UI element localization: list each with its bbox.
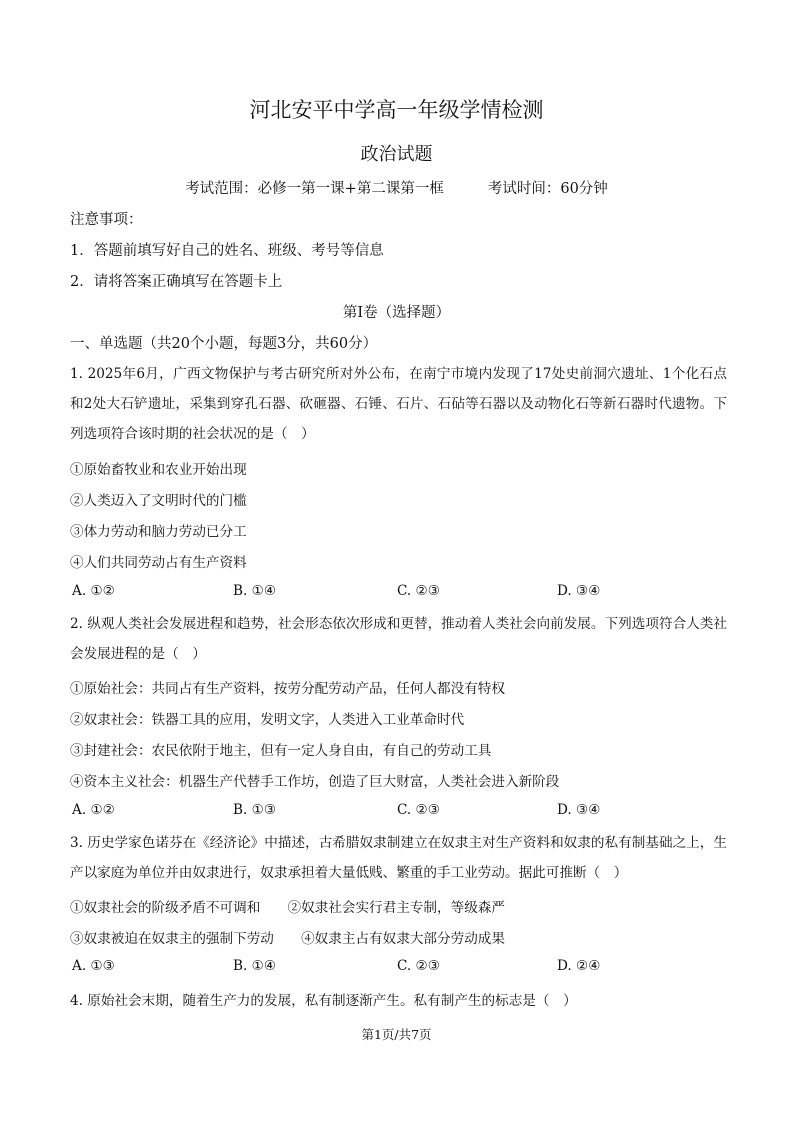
q2-option-a[interactable]: A. ①②: [72, 802, 115, 818]
exam-info: [0, 177, 793, 198]
q2-statement-3: ③封建社会：农民依附于地主，但有一定人身自由，有自己的劳动工具: [70, 743, 492, 759]
question-1-stem: 1. 2025年6月，广西文物保护与考古研究所对外公布，在南宁市境内发现了17处史前洞穴遗址、1个化石点和2处大石铲遗址，采集到穿孔石器、砍砸器、石锤、石片、石砧等石器以及动物化石等新石器时代遗物。下列选项符合该时期的社会状况的是（ ）: [70, 366, 727, 442]
q3-statement-row-2: ③奴隶被迫在奴隶主的强制下劳动 ④奴隶主占有奴隶大部分劳动成果: [70, 931, 505, 947]
notice-item-1: 1．答题前填写好自己的姓名、班级、考号等信息: [70, 243, 384, 259]
q1-statement-1: ①原始畜牧业和农业开始出现: [70, 462, 247, 478]
q1-statement-3: ③体力劳动和脑力劳动已分工: [70, 524, 247, 540]
volume-title: 第Ⅰ卷（选择题）: [342, 305, 451, 321]
part-heading: 一、单选题（共20个小题，每题3分，共60分）: [70, 336, 378, 352]
q3-statement-row-1: ①奴隶社会的阶级矛盾不可调和 ②奴隶社会实行君主专制，等级森严: [70, 900, 505, 916]
q1-option-a[interactable]: A. ①②: [72, 583, 115, 599]
school-title: 河北安平中学高一年级学情检测: [249, 98, 544, 122]
q1-statement-2: ②人类迈入了文明时代的门槛: [70, 493, 247, 509]
q2-statement-4: ④资本主义社会：机器生产代替手工作坊，创造了巨大财富，人类社会进入新阶段: [70, 774, 560, 790]
question-3-stem: 3. 历史学家色诺芬在《经济论》中描述，古希腊奴隶制建立在奴隶主对生产资料和奴隶的私有制基础之上，生产以家庭为单位并由奴隶进行，奴隶承担着大量低贱、繁重的手工业劳动。据此可推断（ ）: [70, 835, 727, 881]
q2-statement-1: ①原始社会：共同占有生产资料，按劳分配劳动产品，任何人都没有特权: [70, 681, 505, 697]
question-4-stem: 4. 原始社会末期，随着生产力的发展，私有制逐渐产生。私有制产生的标志是（ ）: [70, 993, 577, 1009]
question-2-stem: 2. 纵观人类社会发展进程和趋势，社会形态依次形成和更替，推动着人类社会向前发展。下列选项符合人类社会发展进程的是（ ）: [70, 616, 727, 662]
q2-option-d[interactable]: D. ③④: [557, 802, 601, 818]
q3-option-a[interactable]: A. ①③: [72, 958, 115, 974]
page-footer: 第1页/共7页: [361, 1027, 432, 1042]
notice-heading: 注意事项：: [70, 212, 143, 228]
q1-option-b[interactable]: B. ①④: [233, 583, 277, 599]
q1-option-d[interactable]: D. ③④: [557, 583, 601, 599]
q1-option-c[interactable]: C. ②③: [397, 583, 440, 599]
q1-statement-4: ④人们共同劳动占有生产资料: [70, 555, 247, 571]
q2-option-c[interactable]: C. ②③: [397, 802, 440, 818]
exam-scope: 考试范围：必修一第一课+第二课第一框: [185, 181, 444, 197]
q3-option-c[interactable]: C. ②③: [397, 958, 440, 974]
q3-option-b[interactable]: B. ①④: [233, 958, 277, 974]
q2-option-b[interactable]: B. ①③: [233, 802, 277, 818]
subject-title: 政治试题: [360, 144, 433, 165]
q2-statement-2: ②奴隶社会：铁器工具的应用，发明文字，人类进入工业革命时代: [70, 712, 465, 728]
exam-time: 考试时间：60分钟: [487, 181, 608, 197]
q3-option-d[interactable]: D. ②④: [557, 958, 601, 974]
notice-item-2: 2．请将答案正确填写在答题卡上: [70, 274, 283, 290]
